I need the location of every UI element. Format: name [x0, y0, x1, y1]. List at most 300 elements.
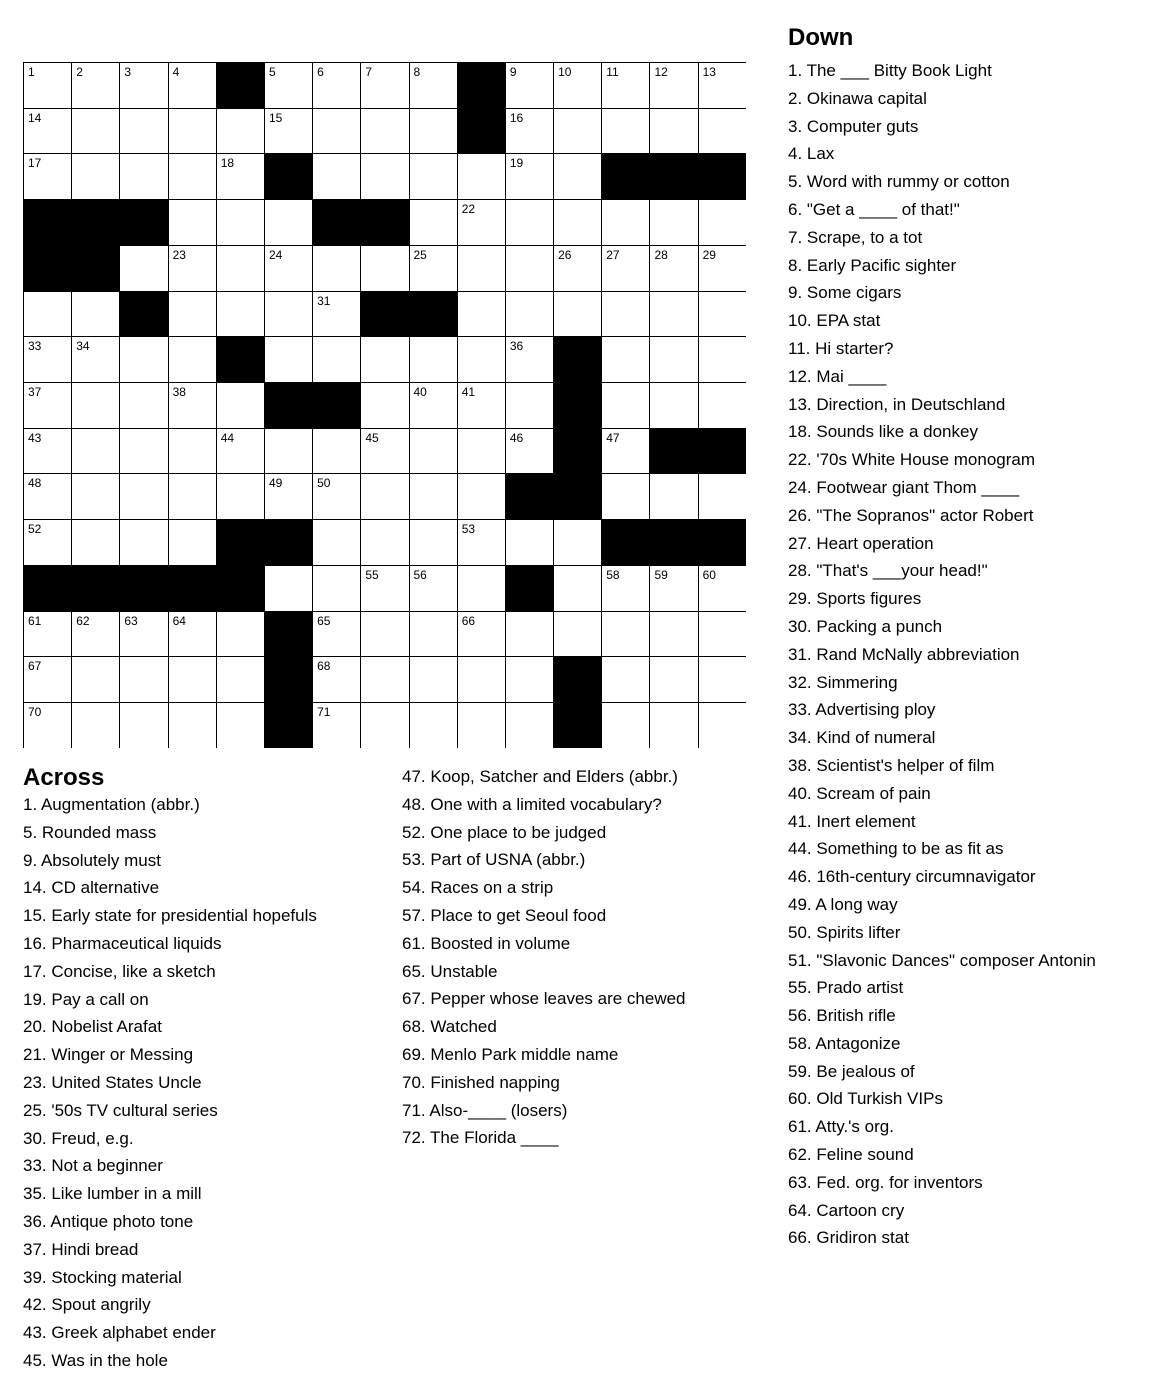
across-clue: 67. Pepper whose leaves are chewed	[402, 989, 686, 1009]
grid-cell[interactable]	[168, 473, 216, 519]
down-clue: 59. Be jealous of	[788, 1061, 915, 1081]
clue-number: 17	[28, 156, 42, 171]
grid-cell[interactable]	[505, 656, 553, 702]
down-clue: 61. Atty.'s org.	[788, 1117, 894, 1137]
grid-cell[interactable]	[23, 291, 71, 337]
grid-cell[interactable]	[409, 62, 457, 108]
grid-cell[interactable]	[698, 473, 746, 519]
grid-cell[interactable]	[698, 245, 746, 291]
grid-cell[interactable]	[457, 199, 505, 245]
clue-number: 55	[365, 567, 379, 582]
grid-cell[interactable]	[23, 382, 71, 428]
grid-block	[553, 656, 601, 702]
grid-cell[interactable]	[649, 702, 697, 748]
across-clue: 16. Pharmaceutical liquids	[23, 933, 222, 953]
grid-cell[interactable]	[264, 473, 312, 519]
grid-cell[interactable]	[23, 336, 71, 382]
grid-cell[interactable]	[216, 199, 264, 245]
grid-cell[interactable]	[698, 656, 746, 702]
clue-number: 25	[413, 247, 427, 262]
grid-block	[601, 153, 649, 199]
clue-number: 19	[509, 156, 524, 171]
grid-cell[interactable]	[216, 153, 264, 199]
grid-block	[71, 565, 119, 611]
across-clue: 14. CD alternative	[23, 878, 160, 898]
clue-number: 70	[28, 705, 42, 720]
grid-cell[interactable]	[649, 108, 697, 154]
grid-block	[119, 291, 167, 337]
grid-cell[interactable]	[216, 245, 264, 291]
across-clue: 1. Augmentation (abbr.)	[23, 795, 200, 814]
down-clue: 6. "Get a ____ of that!"	[788, 199, 960, 219]
grid-cell[interactable]	[264, 565, 312, 611]
grid-cell[interactable]	[312, 108, 360, 154]
grid-cell[interactable]	[168, 62, 216, 108]
grid-cell[interactable]	[168, 245, 216, 291]
grid-cell[interactable]	[553, 62, 601, 108]
clue-number: 29	[702, 247, 716, 262]
grid-cell[interactable]	[23, 428, 71, 474]
down-clue: 4. Lax	[788, 144, 835, 164]
across-clue: 57. Place to get Seoul food	[402, 905, 607, 925]
grid-cell[interactable]	[505, 382, 553, 428]
clue-number: 8	[413, 65, 421, 79]
across-clue: 52. One place to be judged	[402, 822, 607, 842]
down-clue: 51. "Slavonic Dances" composer Antonin	[788, 950, 1096, 970]
down-clue: 41. Inert element	[788, 811, 916, 831]
grid-cell[interactable]	[168, 611, 216, 657]
grid-block	[457, 62, 505, 108]
clue-number: 62	[76, 613, 90, 628]
grid-block	[360, 199, 408, 245]
grid-block	[553, 336, 601, 382]
grid-block	[698, 153, 746, 199]
down-clue: 28. "That's ___your head!"	[788, 561, 988, 581]
grid-cell[interactable]	[649, 62, 697, 108]
down-clue: 5. Word with rummy or cotton	[788, 172, 1010, 192]
grid-cell[interactable]	[409, 382, 457, 428]
grid-cell[interactable]	[649, 565, 697, 611]
down-clue: 11. Hi starter?	[788, 338, 894, 358]
grid-cell[interactable]	[553, 291, 601, 337]
clue-number: 38	[172, 385, 186, 400]
grid-cell[interactable]	[360, 473, 408, 519]
grid-cell[interactable]	[409, 336, 457, 382]
grid-cell[interactable]	[457, 336, 505, 382]
grid-cell[interactable]	[457, 656, 505, 702]
down-clue: 10. EPA stat	[788, 311, 881, 331]
grid-cell[interactable]	[505, 336, 553, 382]
grid-cell[interactable]	[649, 382, 697, 428]
grid-cell[interactable]	[312, 336, 360, 382]
clue-number: 50	[317, 476, 331, 491]
grid-cell[interactable]	[360, 153, 408, 199]
grid-cell[interactable]	[505, 519, 553, 565]
grid-block	[553, 428, 601, 474]
grid-cell[interactable]	[601, 62, 649, 108]
across-clue: 61. Boosted in volume	[402, 933, 571, 953]
across-clue: 68. Watched	[402, 1017, 497, 1037]
grid-cell[interactable]	[601, 336, 649, 382]
clue-number: 4	[172, 65, 180, 79]
grid-cell[interactable]	[216, 473, 264, 519]
grid-block	[119, 199, 167, 245]
grid-cell[interactable]	[409, 656, 457, 702]
across-clue: 65. Unstable	[402, 961, 498, 981]
grid-cell[interactable]	[649, 336, 697, 382]
down-clue: 18. Sounds like a donkey	[788, 422, 978, 442]
down-clue: 22. '70s White House monogram	[788, 450, 1036, 470]
grid-cell[interactable]	[168, 656, 216, 702]
grid-cell[interactable]	[168, 291, 216, 337]
clue-number: 60	[702, 567, 716, 582]
grid-cell[interactable]	[71, 519, 119, 565]
grid-cell[interactable]	[71, 611, 119, 657]
grid-cell[interactable]	[216, 702, 264, 748]
grid-cell[interactable]	[216, 611, 264, 657]
grid-block	[409, 291, 457, 337]
grid-cell[interactable]	[649, 656, 697, 702]
grid-cell[interactable]	[119, 245, 167, 291]
clue-number: 65	[317, 613, 331, 628]
grid-cell[interactable]	[264, 428, 312, 474]
grid-cell[interactable]	[505, 291, 553, 337]
grid-cell[interactable]	[457, 702, 505, 748]
grid-cell[interactable]	[698, 336, 746, 382]
grid-cell[interactable]	[71, 153, 119, 199]
grid-cell[interactable]	[601, 565, 649, 611]
grid-cell[interactable]	[71, 336, 119, 382]
clue-number: 67	[28, 659, 42, 674]
grid-cell[interactable]	[168, 153, 216, 199]
grid-cell[interactable]	[71, 702, 119, 748]
clue-number: 40	[413, 385, 427, 400]
grid-cell[interactable]	[553, 108, 601, 154]
grid-cell[interactable]	[409, 153, 457, 199]
grid-cell[interactable]	[409, 473, 457, 519]
clue-number: 2	[76, 65, 83, 79]
grid-cell[interactable]	[601, 108, 649, 154]
grid-cell[interactable]	[216, 291, 264, 337]
grid-cell[interactable]	[698, 108, 746, 154]
grid-cell[interactable]	[409, 519, 457, 565]
grid-cell[interactable]	[312, 291, 360, 337]
across-clue-list-2	[402, 763, 686, 1152]
across-clue: 15. Early state for presidential hopefuls	[23, 906, 317, 926]
grid-cell[interactable]	[553, 199, 601, 245]
grid-cell[interactable]	[312, 702, 360, 748]
across-clue: 19. Pay a call on	[23, 989, 149, 1009]
grid-cell[interactable]	[119, 519, 167, 565]
across-clue: 20. Nobelist Arafat	[23, 1017, 162, 1037]
grid-cell[interactable]	[409, 611, 457, 657]
clue-number: 10	[558, 65, 572, 79]
across-clue: 48. One with a limited vocabulary?	[402, 794, 662, 814]
grid-cell[interactable]	[264, 62, 312, 108]
grid-cell[interactable]	[71, 382, 119, 428]
grid-block	[601, 519, 649, 565]
grid-cell[interactable]	[553, 611, 601, 657]
grid-block	[23, 565, 71, 611]
grid-cell[interactable]	[264, 336, 312, 382]
clue-number: 36	[509, 339, 524, 354]
across-clue: 45. Was in the hole	[23, 1350, 168, 1370]
grid-cell[interactable]	[409, 565, 457, 611]
grid-cell[interactable]	[698, 702, 746, 748]
grid-cell[interactable]	[553, 245, 601, 291]
down-clue: 38. Scientist's helper of film	[788, 755, 995, 775]
across-heading: Across	[23, 764, 105, 791]
grid-cell[interactable]	[409, 108, 457, 154]
grid-block	[698, 428, 746, 474]
grid-cell[interactable]	[312, 428, 360, 474]
grid-cell[interactable]	[71, 62, 119, 108]
grid-cell[interactable]	[457, 519, 505, 565]
clue-number: 13	[702, 65, 716, 79]
grid-cell[interactable]	[505, 62, 553, 108]
grid-block	[649, 153, 697, 199]
grid-cell[interactable]	[649, 245, 697, 291]
across-clue: 30. Freud, e.g.	[23, 1128, 134, 1148]
grid-cell[interactable]	[601, 245, 649, 291]
grid-cell[interactable]	[23, 108, 71, 154]
grid-cell[interactable]	[360, 245, 408, 291]
grid-cell[interactable]	[360, 382, 408, 428]
grid-cell[interactable]	[119, 382, 167, 428]
grid-cell[interactable]	[264, 199, 312, 245]
clue-number: 18	[220, 156, 235, 171]
grid-block	[312, 199, 360, 245]
grid-cell[interactable]	[23, 656, 71, 702]
down-clue: 49. A long way	[788, 894, 898, 914]
down-clue: 26. "The Sopranos" actor Robert	[788, 505, 1034, 525]
grid-cell[interactable]	[409, 428, 457, 474]
grid-cell[interactable]	[360, 336, 408, 382]
across-clue: 39. Stocking material	[23, 1267, 182, 1287]
grid-cell[interactable]	[264, 108, 312, 154]
grid-block	[505, 473, 553, 519]
grid-cell[interactable]	[601, 199, 649, 245]
clue-number: 68	[317, 659, 331, 674]
grid-cell[interactable]	[23, 519, 71, 565]
grid-cell[interactable]	[360, 565, 408, 611]
grid-cell[interactable]	[312, 62, 360, 108]
grid-cell[interactable]	[553, 153, 601, 199]
grid-cell[interactable]	[457, 245, 505, 291]
grid-cell[interactable]	[168, 702, 216, 748]
grid-cell[interactable]	[505, 702, 553, 748]
grid-cell[interactable]	[216, 428, 264, 474]
grid-cell[interactable]	[23, 473, 71, 519]
grid-block	[216, 519, 264, 565]
grid-cell[interactable]	[505, 108, 553, 154]
grid-cell[interactable]	[601, 382, 649, 428]
grid-cell[interactable]	[23, 611, 71, 657]
clue-number: 64	[172, 613, 186, 628]
across-clue: 35. Like lumber in a mill	[23, 1184, 202, 1204]
grid-cell[interactable]	[312, 611, 360, 657]
grid-cell[interactable]	[119, 108, 167, 154]
down-heading: Down	[788, 24, 854, 51]
grid-cell[interactable]	[649, 199, 697, 245]
grid-cell[interactable]	[312, 519, 360, 565]
grid-cell[interactable]	[168, 519, 216, 565]
clue-number: 16	[509, 110, 524, 125]
grid-cell[interactable]	[119, 336, 167, 382]
grid-cell[interactable]	[698, 291, 746, 337]
clue-number: 49	[268, 476, 283, 491]
grid-cell[interactable]	[23, 153, 71, 199]
down-clue: 56. British rifle	[788, 1006, 896, 1026]
grid-cell[interactable]	[360, 428, 408, 474]
clue-number: 66	[461, 613, 476, 628]
grid-block	[216, 62, 264, 108]
grid-block	[264, 702, 312, 748]
down-clue: 55. Prado artist	[788, 978, 904, 998]
grid-cell[interactable]	[71, 108, 119, 154]
grid-cell[interactable]	[216, 108, 264, 154]
grid-cell[interactable]	[457, 291, 505, 337]
down-clue: 31. Rand McNally abbreviation	[788, 644, 1020, 664]
across-clue: 72. The Florida ____	[402, 1128, 559, 1148]
grid-cell[interactable]	[505, 245, 553, 291]
grid-cell[interactable]	[312, 153, 360, 199]
grid-cell[interactable]	[360, 656, 408, 702]
clue-number: 11	[606, 65, 619, 79]
grid-cell[interactable]	[601, 656, 649, 702]
grid-cell[interactable]	[457, 428, 505, 474]
grid-cell[interactable]	[698, 565, 746, 611]
grid-cell[interactable]	[71, 656, 119, 702]
down-clue: 1. The ___ Bitty Book Light	[788, 61, 992, 80]
clue-number: 37	[28, 385, 42, 400]
grid-cell[interactable]	[216, 382, 264, 428]
grid-cell[interactable]	[698, 199, 746, 245]
grid-block	[698, 519, 746, 565]
grid-cell[interactable]	[312, 656, 360, 702]
grid-cell[interactable]	[119, 153, 167, 199]
clue-number: 15	[268, 110, 283, 125]
down-clue: 33. Advertising ploy	[788, 700, 936, 720]
grid-cell[interactable]	[698, 62, 746, 108]
grid-cell[interactable]	[23, 62, 71, 108]
grid-cell[interactable]	[457, 611, 505, 657]
grid-cell[interactable]	[601, 473, 649, 519]
clue-number: 52	[28, 522, 42, 537]
clue-number: 24	[268, 247, 283, 262]
grid-cell[interactable]	[457, 382, 505, 428]
down-clue: 58. Antagonize	[788, 1033, 901, 1053]
grid-cell[interactable]	[457, 473, 505, 519]
grid-cell[interactable]	[698, 611, 746, 657]
grid-cell[interactable]	[264, 291, 312, 337]
grid-block	[649, 519, 697, 565]
grid-cell[interactable]	[119, 656, 167, 702]
across-clue: 36. Antique photo tone	[23, 1211, 194, 1231]
grid-cell[interactable]	[649, 291, 697, 337]
grid-block	[264, 611, 312, 657]
grid-cell[interactable]	[312, 473, 360, 519]
grid-cell[interactable]	[553, 565, 601, 611]
grid-cell[interactable]	[360, 611, 408, 657]
grid-cell[interactable]	[360, 702, 408, 748]
across-clue: 5. Rounded mass	[23, 822, 157, 842]
grid-cell[interactable]	[649, 473, 697, 519]
grid-cell[interactable]	[312, 565, 360, 611]
clue-number: 3	[124, 65, 132, 79]
grid-cell[interactable]	[457, 153, 505, 199]
grid-cell[interactable]	[119, 611, 167, 657]
grid-cell[interactable]	[601, 611, 649, 657]
down-clue: 32. Simmering	[788, 672, 898, 692]
grid-cell[interactable]	[505, 199, 553, 245]
grid-cell[interactable]	[168, 336, 216, 382]
grid-cell[interactable]	[23, 702, 71, 748]
grid-cell[interactable]	[71, 291, 119, 337]
grid-cell[interactable]	[71, 428, 119, 474]
down-clue: 9. Some cigars	[788, 283, 902, 303]
grid-cell[interactable]	[119, 428, 167, 474]
across-clue: 33. Not a beginner	[23, 1156, 163, 1176]
across-clue: 71. Also-____ (losers)	[402, 1100, 568, 1120]
down-clue: 2. Okinawa capital	[788, 88, 927, 108]
grid-cell[interactable]	[457, 565, 505, 611]
down-clue: 44. Something to be as fit as	[788, 839, 1004, 859]
grid-cell[interactable]	[409, 702, 457, 748]
grid-cell[interactable]	[409, 199, 457, 245]
grid-cell[interactable]	[216, 656, 264, 702]
grid-cell[interactable]	[601, 291, 649, 337]
grid-cell[interactable]	[119, 473, 167, 519]
clue-number: 26	[558, 247, 572, 262]
clue-number: 43	[28, 430, 42, 445]
grid-cell[interactable]	[119, 62, 167, 108]
grid-cell[interactable]	[649, 611, 697, 657]
grid-cell[interactable]	[553, 519, 601, 565]
grid-cell[interactable]	[168, 428, 216, 474]
grid-cell[interactable]	[168, 382, 216, 428]
grid-cell[interactable]	[71, 473, 119, 519]
grid-cell[interactable]	[312, 245, 360, 291]
grid-block	[216, 336, 264, 382]
crossword-grid	[23, 62, 746, 748]
grid-block	[71, 245, 119, 291]
down-clue: 7. Scrape, to a tot	[788, 227, 923, 247]
grid-cell[interactable]	[505, 153, 553, 199]
down-clue: 8. Early Pacific sighter	[788, 255, 957, 275]
grid-block	[360, 291, 408, 337]
grid-cell[interactable]	[360, 62, 408, 108]
grid-block	[553, 702, 601, 748]
clue-number: 9	[509, 65, 517, 79]
grid-cell[interactable]	[505, 428, 553, 474]
grid-cell[interactable]	[360, 108, 408, 154]
grid-cell[interactable]	[601, 702, 649, 748]
grid-cell[interactable]	[505, 611, 553, 657]
grid-block	[553, 473, 601, 519]
down-clue: 63. Fed. org. for inventors	[788, 1172, 983, 1192]
grid-cell[interactable]	[698, 382, 746, 428]
grid-cell[interactable]	[601, 428, 649, 474]
grid-cell[interactable]	[409, 245, 457, 291]
grid-block	[649, 428, 697, 474]
grid-cell[interactable]	[119, 702, 167, 748]
grid-cell[interactable]	[360, 519, 408, 565]
grid-cell[interactable]	[168, 199, 216, 245]
grid-cell[interactable]	[168, 108, 216, 154]
grid-cell[interactable]	[264, 245, 312, 291]
down-clue: 3. Computer guts	[788, 116, 919, 136]
